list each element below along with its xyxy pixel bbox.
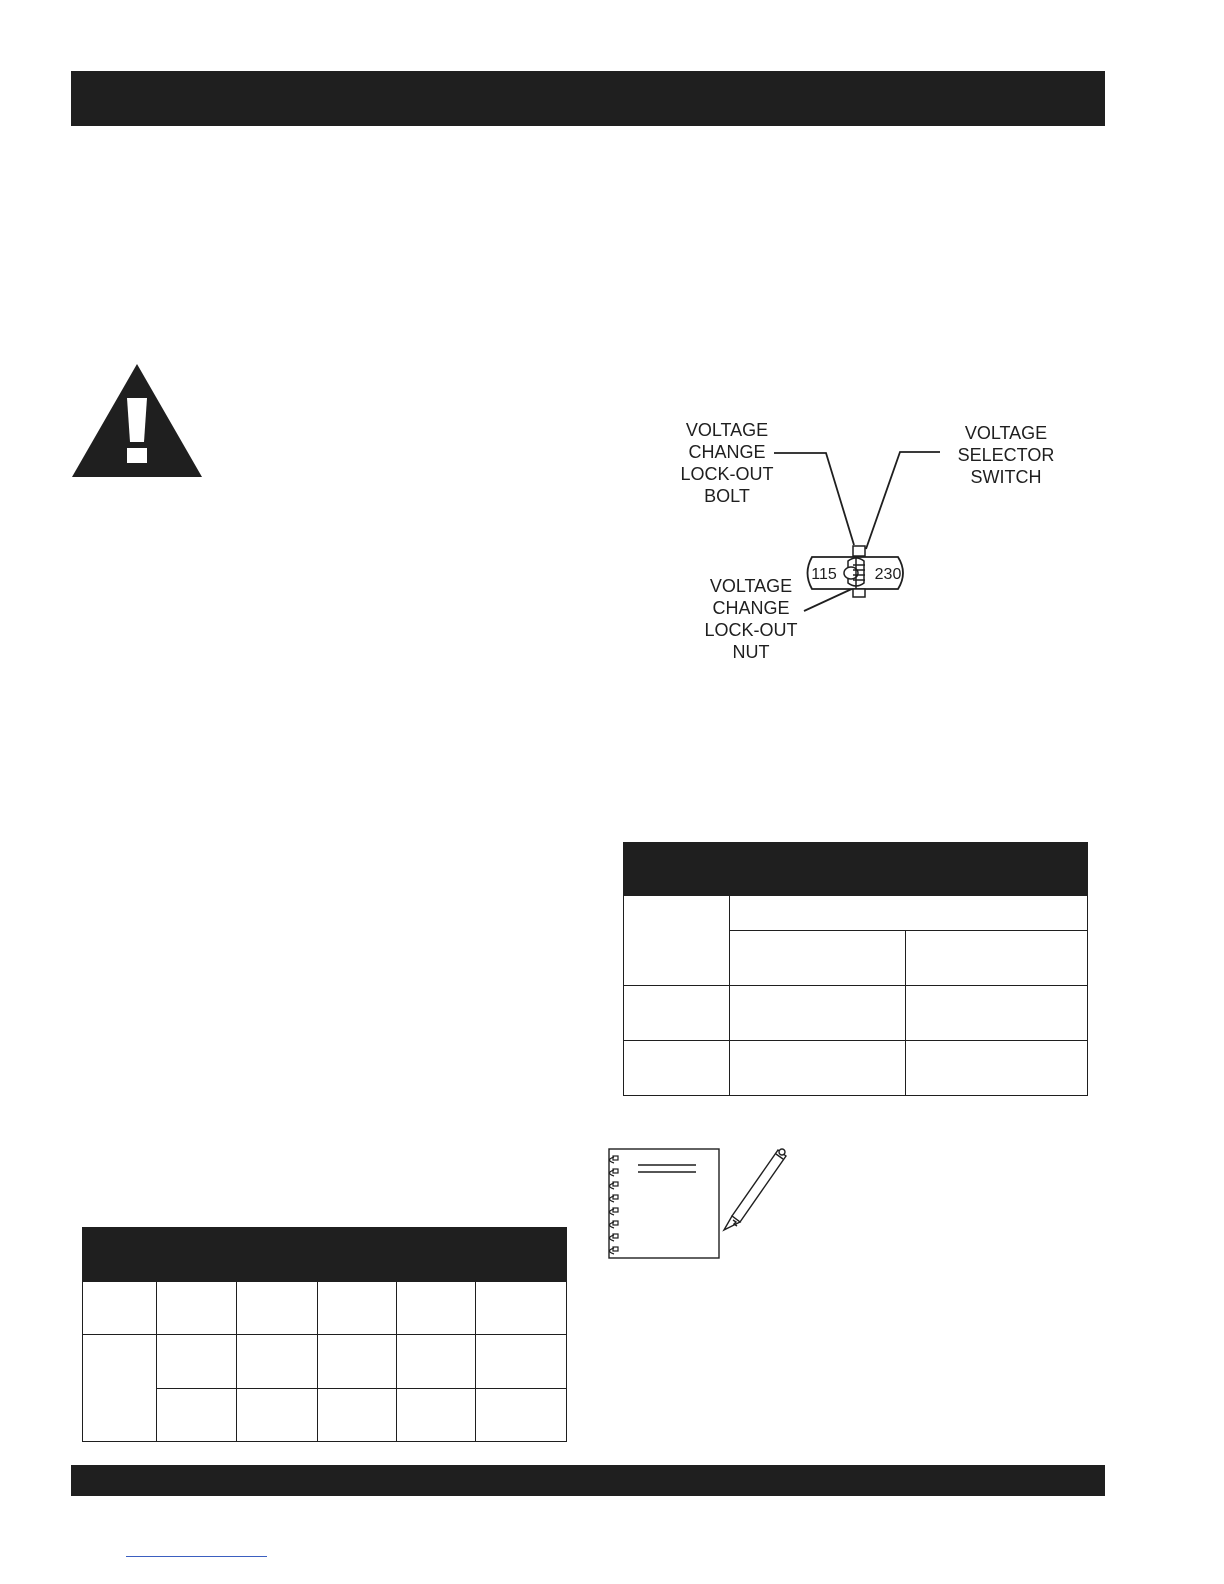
selector-switch-label-2: SELECTOR [957,445,1055,465]
position-230-label: 230 [874,566,902,583]
voltage-selector-diagram [660,415,1080,675]
lockout-nut-label-1: VOLTAGE [709,576,793,596]
lockout-bolt-label-4: BOLT [704,486,750,506]
specification-table-cell [318,1335,397,1389]
voltage-table-cell [730,1041,906,1096]
position-115-label: 115 [811,566,837,583]
specification-table-cell [157,1282,237,1335]
voltage-table-header [624,843,1088,896]
specification-table-header [83,1228,567,1282]
specification-table-cell [157,1335,237,1389]
voltage-table-cell [730,986,906,1041]
specification-table-cell [397,1335,476,1389]
specification-table-cell [476,1389,567,1442]
pencil-icon [724,1149,786,1230]
page-header-bar [71,71,1105,126]
lockout-bolt-label-2: CHANGE [688,442,766,462]
specification-table-cell [237,1282,318,1335]
voltage-table-cell [906,1041,1088,1096]
specification-table-cell [83,1335,157,1442]
bolt-leader-line [774,453,854,545]
voltage-table [623,842,1088,1096]
specification-table-cell [476,1282,567,1335]
voltage-table-cell [730,896,1088,931]
specification-table-cell [318,1282,397,1335]
page-footer-bar [71,1465,1105,1496]
nut-leader-line [804,587,856,611]
voltage-table-cell [906,931,1088,986]
selector-switch-label-1: VOLTAGE [964,423,1048,443]
specification-table-cell [476,1335,567,1389]
specification-table [82,1227,567,1442]
specification-table-cell [237,1335,318,1389]
specification-table-cell [83,1282,157,1335]
lockout-nut-label-4: NUT [732,642,770,662]
warning-triangle-icon [71,364,203,478]
notebook-pencil-icon [600,1144,790,1262]
voltage-table-cell [730,931,906,986]
voltage-table-cell [906,986,1088,1041]
voltage-table-cell [624,986,730,1041]
footer-link-underline[interactable] [126,1556,267,1558]
specification-table-cell [157,1389,237,1442]
voltage-table-cell [624,896,730,986]
voltage-table-cell [624,1041,730,1096]
lockout-bolt-label-1: VOLTAGE [685,420,769,440]
selector-switch-label-3: SWITCH [970,467,1042,487]
lockout-bolt-label-3: LOCK-OUT [680,464,774,484]
specification-table-cell [397,1282,476,1335]
switch-leader-line [866,452,940,549]
specification-table-cell [237,1389,318,1442]
specification-table-cell [397,1389,476,1442]
specification-table-cell [318,1389,397,1442]
lockout-nut-label-3: LOCK-OUT [704,620,798,640]
lockout-nut-label-2: CHANGE [712,598,790,618]
